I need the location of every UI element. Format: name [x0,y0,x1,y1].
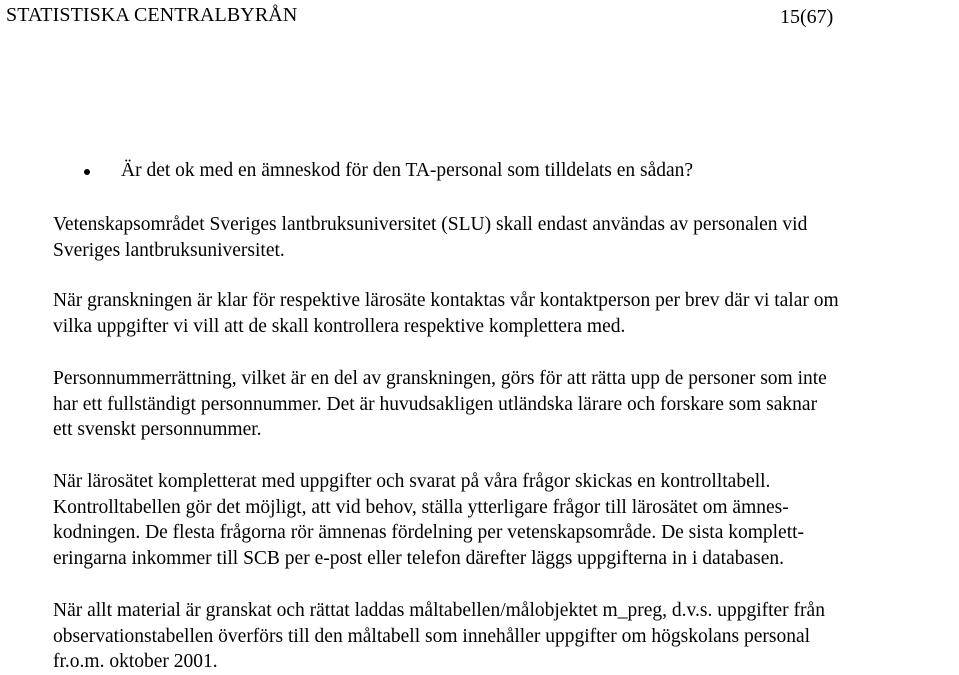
paragraph-line: När granskningen är klar för respektive lärosäte kontaktas vår kontaktperson per brev där vi talar om [53,290,839,311]
paragraph-line: ett svenskt personnummer. [53,419,262,441]
paragraph-kontrolltabell [53,469,804,571]
paragraph-line: fr.o.m. oktober 2001. [53,651,218,673]
paragraph-line: Personnummerrättning, vilket är en del av granskningen, görs för att rätta upp de personer som inte [53,368,827,389]
paragraph-line: har ett fullständigt personnummer. Det är huvudsakligen utländska lärare och forskare som saknar [53,393,818,415]
paragraph-maltabell [53,598,825,675]
paragraph-personnummer [53,366,827,443]
paragraph-slu [53,212,807,263]
page-number: 15(67) [780,6,834,28]
paragraph-granskning [53,288,839,339]
paragraph-line: kodningen. De flesta frågorna rör ämnenas fördelning per vetenskapsområde. De sista komplett- [53,522,805,544]
paragraph-line: vilka uppgifter vi vill att de skall kontrollera respektive komplettera med. [53,315,626,337]
paragraph-line: eringarna inkommer till SCB per e-post eller telefon därefter läggs uppgifterna in i databasen. [53,547,785,569]
paragraph-line: När allt material är granskat och rättat laddas måltabellen/målobjektet m_preg, d.v.s. uppgifter från [53,600,825,621]
paragraph-line: Kontrolltabellen gör det möjligt, att vid behov, ställa ytterligare frågor till lärosätet om ämnes- [53,496,789,518]
bullet-question: Är det ok med en ämneskod för den TA-personal som tilldelats en sådan? [121,160,694,181]
paragraph-line: När lärosätet kompletterat med uppgifter och svarat på våra frågor skickas en kontrolltabell. [53,471,771,492]
paragraph-line: observationstabellen överförs till den måltabell som innehåller uppgifter om högskolans personal [53,625,811,647]
organization-header: STATISTISKA CENTRALBYRÅN [6,4,298,26]
paragraph-line: Sveriges lantbruksuniversitet. [53,239,285,261]
bullet-point-icon [84,169,90,175]
paragraph-line: Vetenskapsområdet Sveriges lantbruksuniversitet (SLU) skall endast användas av personalen vid [53,214,808,235]
